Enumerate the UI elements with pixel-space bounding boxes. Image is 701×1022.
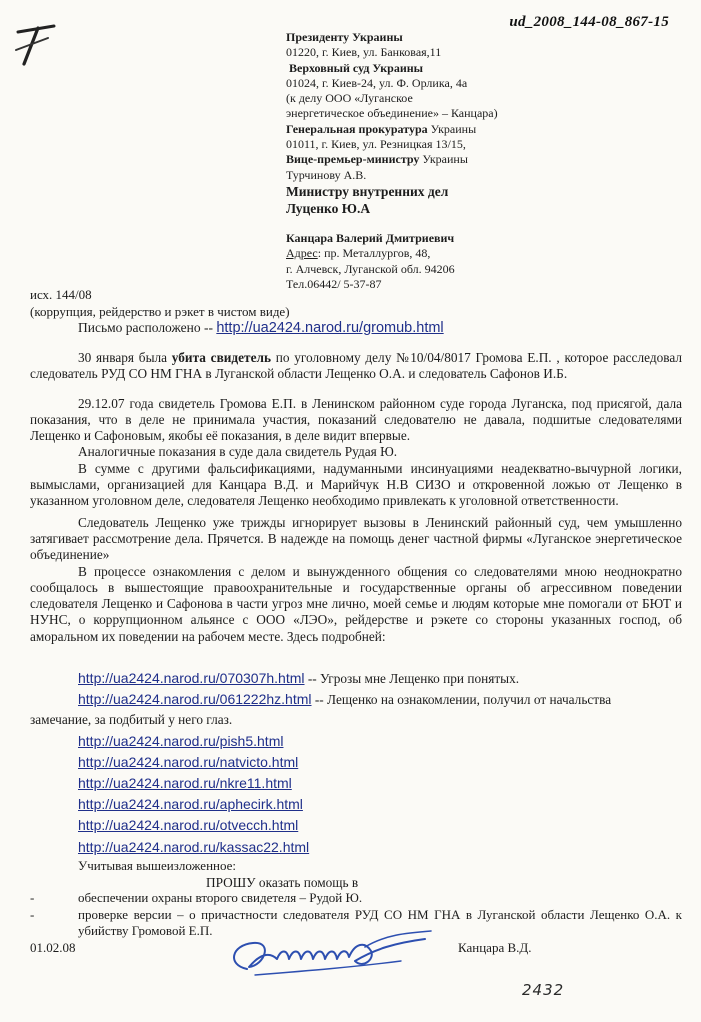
letter-date: 01.02.08 <box>30 940 76 955</box>
request-item: - обеспечении охраны второго свидетеля – Рудой Ю. <box>30 890 363 905</box>
paragraph: В процессе ознакомления с делом и вынужденного общения со следователями мною неоднократно сообщалось в вышестоящие правоохранительные и государственные органы об агрессивном поведении следователя Лещенко и Сафонова в части угроз мне лично, моей семье и людям которые мне помогали от БЮТ и НУНС, о коррупционном альянсе с ООО «ЛЭО», рейдерстве и рэкете со стороны указанных господ, об аморальном их поведении на рабочем месте. Здесь подробней: <box>30 563 682 644</box>
reference-link[interactable]: http://ua2424.narod.ru/natvicto.html <box>78 753 299 770</box>
reference-link[interactable]: http://ua2424.narod.ru/070307h.html <box>78 670 305 686</box>
addressee-vice-premier: Вице-премьер-министру Украины <box>286 152 468 167</box>
handwritten-number: 2432 <box>522 981 565 999</box>
addressee-minister: Министру внутренних дел <box>286 183 449 199</box>
link-row <box>78 794 682 815</box>
reference-link[interactable]: http://ua2424.narod.ru/nkre11.html <box>78 775 292 792</box>
addressee-address: 01024, г. Киев-24, ул. Ф. Орлика, 4а <box>286 75 468 90</box>
handwritten-signature <box>225 925 445 990</box>
addressee-vice-name: Турчинову А.В. <box>286 167 367 182</box>
link-row: замечание, за подбитый у него глаз. <box>30 712 233 728</box>
addressee-president: Президенту Украины <box>286 30 403 44</box>
link-row <box>78 837 682 858</box>
outgoing-reference <box>30 286 290 320</box>
letter-location-link[interactable]: http://ua2424.narod.ru/gromub.html <box>216 320 444 336</box>
outgoing-subject: (коррупция, рейдерство и рэкет в чистом виде) <box>30 304 290 319</box>
letter-location-label: Письмо расположено -- <box>78 320 213 335</box>
sender-address-line: г. Алчевск, Луганской обл. 94206 <box>286 261 455 276</box>
addressee-note: (к делу ООО «Луганское <box>286 91 413 106</box>
paragraph: 29.12.07 года свидетель Громова Е.П. в Ленинском районном суде города Луганска, под присягой, дала показания, что в деле не принимала участия, показаний следователю не давала, подшитые следователями Лещенко и Сафоновым, якобы её показания, в деле видит впервые. <box>30 395 682 444</box>
sender-address: Адрес: пр. Металлургов, 48, <box>286 246 431 261</box>
link-row: http://ua2424.narod.ru/070307h.html -- Угрозы мне Лещенко при понятых. <box>78 670 520 686</box>
reference-link[interactable]: http://ua2424.narod.ru/kassac22.html <box>78 838 310 855</box>
closing-phrase: Учитывая вышеизложенное: <box>78 858 237 873</box>
addressees-block <box>286 30 686 292</box>
link-row <box>78 773 682 794</box>
request-item: - проверке версии – о причастности следователя РУД СО НМ ГНА в Луганской области Лещенко О.А. к убийству Громовой Е.П. <box>30 906 682 939</box>
handwritten-corner-mark <box>14 20 60 73</box>
addressee-address: 01220, г. Киев, ул. Банковая,11 <box>286 45 442 60</box>
request-heading: ПРОШУ оказать помощь в <box>206 875 359 890</box>
link-row <box>78 752 682 773</box>
sender-name: Канцара Валерий Дмитриевич <box>286 230 455 245</box>
paragraph: 30 января была убита свидетель по уголовному делу №10/04/8017 Громова Е.П. , которое расследовал следователь РУД СО НМ ГНА в Луганской области Лещенко О.А. и следователь Сафонов И.Б. <box>30 350 682 382</box>
paragraph: Аналогичные показания в суде дала свидетель Рудая Ю. <box>78 444 398 460</box>
outgoing-number: исх. 144/08 <box>30 287 92 302</box>
paragraph: Следователь Лещенко уже трижды игнорирует вызовы в Ленинский районный суд, чем умышленно затягивает рассмотрение дела. Прячется. В надежде на помощь денег частной фирмы «Луганское энергетическое объединение» <box>30 514 682 563</box>
reference-link[interactable]: http://ua2424.narod.ru/otvecch.html <box>78 817 299 834</box>
reference-link[interactable]: http://ua2424.narod.ru/061222hz.html <box>78 691 312 708</box>
link-row <box>78 731 682 752</box>
document-id: ud_2008_144-08_867-15 <box>509 14 669 30</box>
letter-body <box>30 350 682 645</box>
addressee-address: 01011, г. Киев, ул. Резницкая 13/15, <box>286 137 466 152</box>
reference-links <box>30 668 682 858</box>
signature-name: Канцара В.Д. <box>458 940 532 955</box>
paragraph: В сумме с другими фальсификациями, надуманными инсинуациями неадекватно-вычурной логики, вымыслами, организацией для Канцара В.Д. и Марийчук Н.В СИЗО и откровенной ложью от Лещенко в указанном уголовном деле, следователя Лещенко необходимо привлекать к уголовной ответственности. <box>30 460 682 509</box>
link-row <box>78 815 682 836</box>
reference-link[interactable]: http://ua2424.narod.ru/pish5.html <box>78 732 284 749</box>
addressee-court: Верховный суд Украины <box>289 60 424 75</box>
letter-location <box>78 320 444 336</box>
link-row: http://ua2424.narod.ru/061222hz.html -- Лещенко на ознакомлении, получил от начальства <box>78 691 612 708</box>
reference-link[interactable]: http://ua2424.narod.ru/aphecirk.html <box>78 796 303 813</box>
addressee-prosecutor: Генеральная прокуратура Украины <box>286 121 477 136</box>
addressee-note: энергетическое объединение» – Канцара) <box>286 106 498 121</box>
addressee-minister-name: Луценко Ю.А <box>286 200 371 216</box>
sender-phone: Тел.06442/ 5-37-87 <box>286 276 382 291</box>
